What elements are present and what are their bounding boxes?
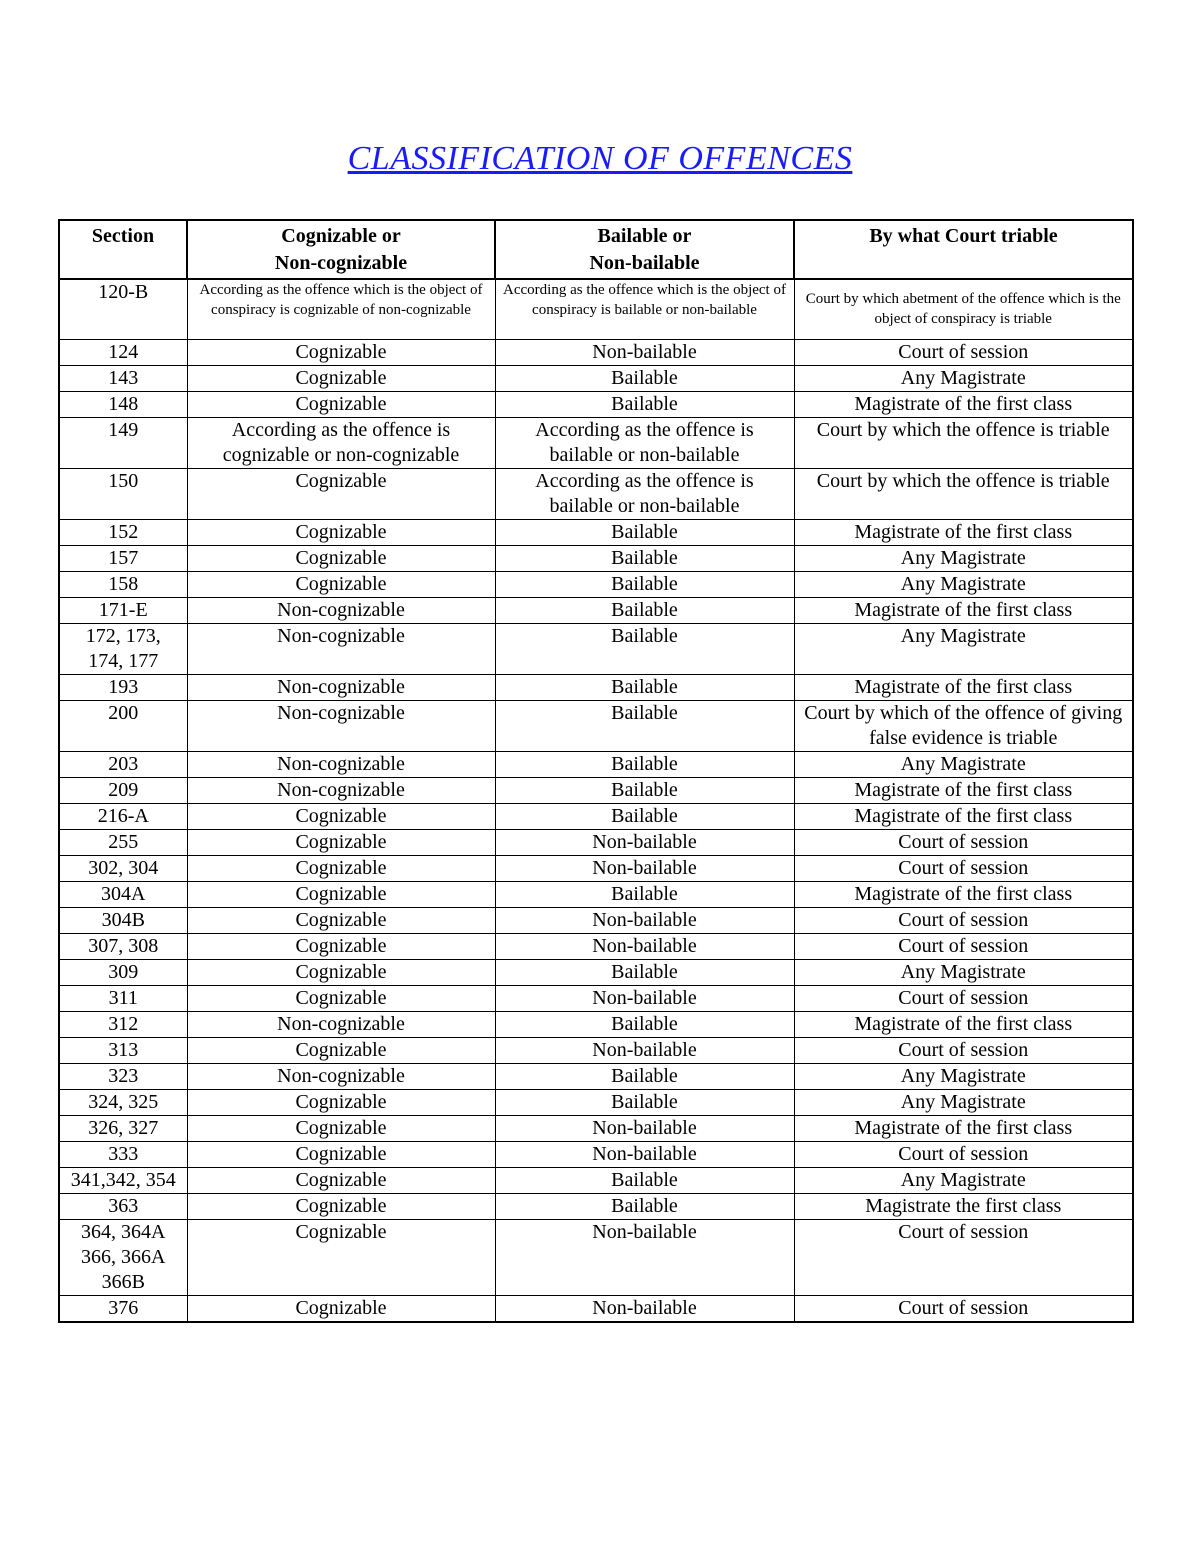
table-row — [59, 674, 1133, 700]
table-row — [59, 1063, 1133, 1089]
cell-cognizable: Non-cognizable — [187, 700, 495, 751]
cell-section: 363 — [59, 1193, 187, 1219]
cell-bailable: Bailable — [495, 674, 794, 700]
cell-bailable: Bailable — [495, 881, 794, 907]
cell-cognizable: Cognizable — [187, 933, 495, 959]
cell-bailable: Non-bailable — [495, 855, 794, 881]
cell-court: Court of session — [794, 1141, 1133, 1167]
table-row — [59, 519, 1133, 545]
cell-section: 172, 173, 174, 177 — [59, 623, 187, 674]
cell-section: 364, 364A 366, 366A 366B — [59, 1219, 187, 1295]
cell-court: Court of session — [794, 339, 1133, 365]
cell-bailable: Bailable — [495, 623, 794, 674]
table-row — [59, 1141, 1133, 1167]
cell-cognizable: Non-cognizable — [187, 1011, 495, 1037]
cell-bailable: Non-bailable — [495, 339, 794, 365]
header-court: By what Court triable — [794, 220, 1133, 279]
cell-bailable: Bailable — [495, 803, 794, 829]
header-cognizable: Cognizable or Non-cognizable — [187, 220, 495, 279]
cell-bailable: Non-bailable — [495, 985, 794, 1011]
cell-cognizable: According as the offence which is the object of conspiracy is cognizable of non-cognizable — [187, 279, 495, 339]
cell-bailable: Bailable — [495, 597, 794, 623]
cell-section: 209 — [59, 777, 187, 803]
cell-court: Any Magistrate — [794, 1167, 1133, 1193]
table-row — [59, 907, 1133, 933]
table-row — [59, 1193, 1133, 1219]
header-bailable: Bailable or Non-bailable — [495, 220, 794, 279]
cell-cognizable: Non-cognizable — [187, 751, 495, 777]
table-row — [59, 829, 1133, 855]
cell-bailable: According as the offence is bailable or non-bailable — [495, 417, 794, 468]
cell-court: Magistrate the first class — [794, 1193, 1133, 1219]
cell-court: Court of session — [794, 855, 1133, 881]
cell-cognizable: Cognizable — [187, 907, 495, 933]
cell-cognizable: Cognizable — [187, 1219, 495, 1295]
cell-court: Magistrate of the first class — [794, 1115, 1133, 1141]
cell-bailable: Bailable — [495, 700, 794, 751]
table-row — [59, 881, 1133, 907]
table-row — [59, 1115, 1133, 1141]
cell-court: Magistrate of the first class — [794, 519, 1133, 545]
cell-cognizable: Cognizable — [187, 339, 495, 365]
cell-bailable: Bailable — [495, 751, 794, 777]
cell-bailable: Non-bailable — [495, 1219, 794, 1295]
cell-section: 216-A — [59, 803, 187, 829]
table-row — [59, 985, 1133, 1011]
cell-section: 157 — [59, 545, 187, 571]
cell-bailable: Non-bailable — [495, 1037, 794, 1063]
cell-court: Magistrate of the first class — [794, 777, 1133, 803]
cell-cognizable: Cognizable — [187, 803, 495, 829]
cell-section: 341,342, 354 — [59, 1167, 187, 1193]
cell-bailable: Bailable — [495, 1063, 794, 1089]
cell-cognizable: Cognizable — [187, 959, 495, 985]
cell-bailable: Bailable — [495, 1011, 794, 1037]
table-row — [59, 803, 1133, 829]
cell-bailable: Bailable — [495, 1089, 794, 1115]
cell-cognizable: Non-cognizable — [187, 777, 495, 803]
cell-section: 376 — [59, 1295, 187, 1322]
cell-section: 326, 327 — [59, 1115, 187, 1141]
cell-bailable: Non-bailable — [495, 933, 794, 959]
cell-court: Court of session — [794, 933, 1133, 959]
cell-section: 193 — [59, 674, 187, 700]
cell-bailable: Bailable — [495, 365, 794, 391]
cell-court: Magistrate of the first class — [794, 881, 1133, 907]
cell-bailable: According as the offence is bailable or non-bailable — [495, 468, 794, 519]
cell-cognizable: Cognizable — [187, 545, 495, 571]
cell-cognizable: Cognizable — [187, 365, 495, 391]
cell-court: Any Magistrate — [794, 751, 1133, 777]
table-row — [59, 751, 1133, 777]
cell-court: Court by which of the offence of giving false evidence is triable — [794, 700, 1133, 751]
offences-table — [58, 219, 1134, 1323]
cell-cognizable: Non-cognizable — [187, 597, 495, 623]
cell-court: Magistrate of the first class — [794, 674, 1133, 700]
cell-section: 304A — [59, 881, 187, 907]
table-row — [59, 1295, 1133, 1322]
table-row — [59, 1037, 1133, 1063]
cell-cognizable: Non-cognizable — [187, 674, 495, 700]
table-row — [59, 417, 1133, 468]
cell-section: 255 — [59, 829, 187, 855]
cell-section: 313 — [59, 1037, 187, 1063]
table-row — [59, 700, 1133, 751]
table-row — [59, 339, 1133, 365]
cell-bailable: Bailable — [495, 545, 794, 571]
cell-cognizable: Non-cognizable — [187, 623, 495, 674]
cell-court: Court by which the offence is triable — [794, 417, 1133, 468]
cell-court: Magistrate of the first class — [794, 803, 1133, 829]
cell-section: 124 — [59, 339, 187, 365]
cell-cognizable: Cognizable — [187, 855, 495, 881]
cell-cognizable: Cognizable — [187, 391, 495, 417]
cell-cognizable: Cognizable — [187, 571, 495, 597]
table-row — [59, 545, 1133, 571]
table-row — [59, 391, 1133, 417]
cell-bailable: Bailable — [495, 959, 794, 985]
cell-court: Court of session — [794, 1219, 1133, 1295]
cell-section: 171-E — [59, 597, 187, 623]
table-row — [59, 959, 1133, 985]
table-row — [59, 1011, 1133, 1037]
cell-bailable: Non-bailable — [495, 1141, 794, 1167]
cell-bailable: Bailable — [495, 391, 794, 417]
cell-court: Court by which the offence is triable — [794, 468, 1133, 519]
cell-bailable: Non-bailable — [495, 829, 794, 855]
table-row — [59, 571, 1133, 597]
cell-cognizable: According as the offence is cognizable or non-cognizable — [187, 417, 495, 468]
cell-cognizable: Cognizable — [187, 1141, 495, 1167]
cell-bailable: Bailable — [495, 571, 794, 597]
cell-bailable: According as the offence which is the object of conspiracy is bailable or non-bailable — [495, 279, 794, 339]
cell-section: 304B — [59, 907, 187, 933]
cell-section: 324, 325 — [59, 1089, 187, 1115]
cell-cognizable: Cognizable — [187, 881, 495, 907]
cell-court: Any Magistrate — [794, 1089, 1133, 1115]
cell-court: Court by which abetment of the offence which is the object of conspiracy is triable — [794, 279, 1133, 339]
cell-cognizable: Cognizable — [187, 1193, 495, 1219]
cell-court: Any Magistrate — [794, 959, 1133, 985]
cell-section: 148 — [59, 391, 187, 417]
cell-court: Magistrate of the first class — [794, 597, 1133, 623]
cell-section: 311 — [59, 985, 187, 1011]
cell-court: Magistrate of the first class — [794, 391, 1133, 417]
cell-section: 143 — [59, 365, 187, 391]
table-row — [59, 1219, 1133, 1295]
table-row — [59, 279, 1133, 339]
table-row — [59, 933, 1133, 959]
cell-bailable: Non-bailable — [495, 907, 794, 933]
cell-section: 323 — [59, 1063, 187, 1089]
table-row — [59, 1089, 1133, 1115]
table-row — [59, 365, 1133, 391]
cell-cognizable: Cognizable — [187, 468, 495, 519]
cell-court: Any Magistrate — [794, 1063, 1133, 1089]
header-section: Section — [59, 220, 187, 279]
cell-section: 152 — [59, 519, 187, 545]
cell-court: Court of session — [794, 907, 1133, 933]
cell-section: 312 — [59, 1011, 187, 1037]
cell-section: 302, 304 — [59, 855, 187, 881]
cell-section: 203 — [59, 751, 187, 777]
cell-bailable: Non-bailable — [495, 1295, 794, 1322]
cell-cognizable: Cognizable — [187, 1089, 495, 1115]
cell-court: Court of session — [794, 1295, 1133, 1322]
cell-section: 309 — [59, 959, 187, 985]
cell-court: Any Magistrate — [794, 623, 1133, 674]
cell-cognizable: Cognizable — [187, 1037, 495, 1063]
cell-court: Court of session — [794, 985, 1133, 1011]
cell-court: Magistrate of the first class — [794, 1011, 1133, 1037]
table-row — [59, 1167, 1133, 1193]
cell-cognizable: Cognizable — [187, 829, 495, 855]
cell-cognizable: Cognizable — [187, 1115, 495, 1141]
cell-bailable: Non-bailable — [495, 1115, 794, 1141]
table-row — [59, 855, 1133, 881]
cell-bailable: Bailable — [495, 1167, 794, 1193]
page-title: CLASSIFICATION OF OFFENCES — [347, 140, 853, 177]
table-row — [59, 597, 1133, 623]
cell-court: Court of session — [794, 1037, 1133, 1063]
table-row — [59, 623, 1133, 674]
cell-bailable: Bailable — [495, 519, 794, 545]
table-row — [59, 777, 1133, 803]
cell-section: 158 — [59, 571, 187, 597]
cell-court: Any Magistrate — [794, 571, 1133, 597]
cell-section: 307, 308 — [59, 933, 187, 959]
cell-section: 150 — [59, 468, 187, 519]
cell-section: 333 — [59, 1141, 187, 1167]
cell-bailable: Bailable — [495, 777, 794, 803]
cell-cognizable: Cognizable — [187, 1295, 495, 1322]
cell-cognizable: Non-cognizable — [187, 1063, 495, 1089]
cell-section: 149 — [59, 417, 187, 468]
header-row — [59, 220, 1133, 279]
cell-court: Any Magistrate — [794, 365, 1133, 391]
cell-cognizable: Cognizable — [187, 985, 495, 1011]
table-row — [59, 468, 1133, 519]
cell-section: 200 — [59, 700, 187, 751]
cell-cognizable: Cognizable — [187, 519, 495, 545]
cell-bailable: Bailable — [495, 1193, 794, 1219]
cell-section: 120-B — [59, 279, 187, 339]
cell-court: Any Magistrate — [794, 545, 1133, 571]
table-body — [59, 279, 1133, 1322]
cell-court: Court of session — [794, 829, 1133, 855]
table-header — [59, 220, 1133, 279]
cell-cognizable: Cognizable — [187, 1167, 495, 1193]
